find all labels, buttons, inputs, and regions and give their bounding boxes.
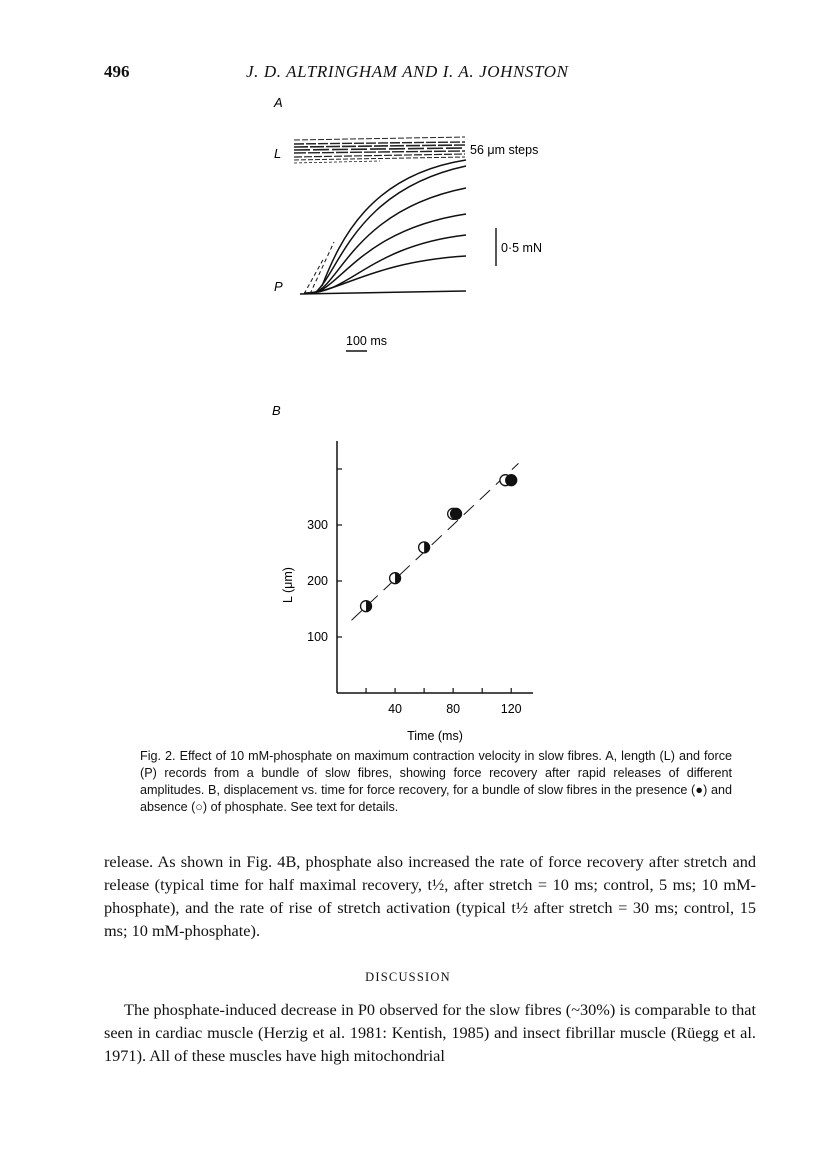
section-heading-discussion: DISCUSSION [365, 970, 451, 984]
panel-b-label: B [272, 403, 281, 418]
filled-point [506, 475, 517, 486]
length-step-traces [294, 137, 465, 163]
force-trace-label: P [274, 279, 283, 294]
y-tick-label: 300 [307, 518, 328, 532]
panel-a-label: A [274, 95, 283, 110]
length-trace-label: L [274, 146, 282, 161]
filled-point [451, 508, 462, 519]
x-tick-label: 120 [500, 702, 522, 716]
fit-line [352, 463, 519, 620]
page-number: 496 [104, 62, 130, 81]
x-tick-label: 80 [446, 702, 461, 716]
steps-label: 56 μm steps [470, 143, 539, 157]
running-header-authors: J. D. ALTRINGHAM AND I. A. JOHNSTON [246, 62, 569, 81]
y-tick-label: 100 [307, 630, 328, 644]
y-axis-label: L (μm) [281, 567, 295, 603]
figure-panel-a [260, 90, 580, 360]
figure-caption: Fig. 2. Effect of 10 mM-phosphate on maximum contraction velocity in slow fibres. A, length (L) and force (P) records from a bundle of slow fibres, showing force recovery after rapid releases of different amplitudes. B, displacement vs. time for force recovery, for a bundle of slow fibres in the presence (●) and absence (○) of phosphate. See text for details. [140, 749, 732, 814]
x-tick-label: 40 [388, 702, 403, 716]
axis-ticks [337, 469, 511, 693]
body-paragraph-2: The phosphate-induced decrease in P0 observed for the slow fibres (~30%) is comparable to that seen in cardiac muscle (Herzig et al. 1981: Kentish, 1985) and insect fibrillar muscle (Rüegg et al. 1971). All of these muscles have high mitochondrial [104, 1000, 756, 1065]
time-scale-label: 100 ms [346, 334, 387, 348]
figure-panel-b [260, 395, 570, 745]
body-paragraph-1: release. As shown in Fig. 4B, phosphate also increased the rate of force recovery after stretch and release (typical time for half maximal recovery, t½, after stretch = 10 ms; control, 5 ms; 10 mM-phosphate), and the rate of rise of stretch activation (typical t½ after stretch = 30 ms; control, 15 ms; 10 mM-phosphate). [104, 852, 756, 940]
x-axis-label: Time (ms) [407, 729, 463, 743]
force-scale-label: 0·5 mN [501, 241, 542, 255]
data-marks [352, 463, 519, 620]
y-tick-label: 200 [307, 574, 328, 588]
force-recovery-traces [300, 160, 466, 294]
